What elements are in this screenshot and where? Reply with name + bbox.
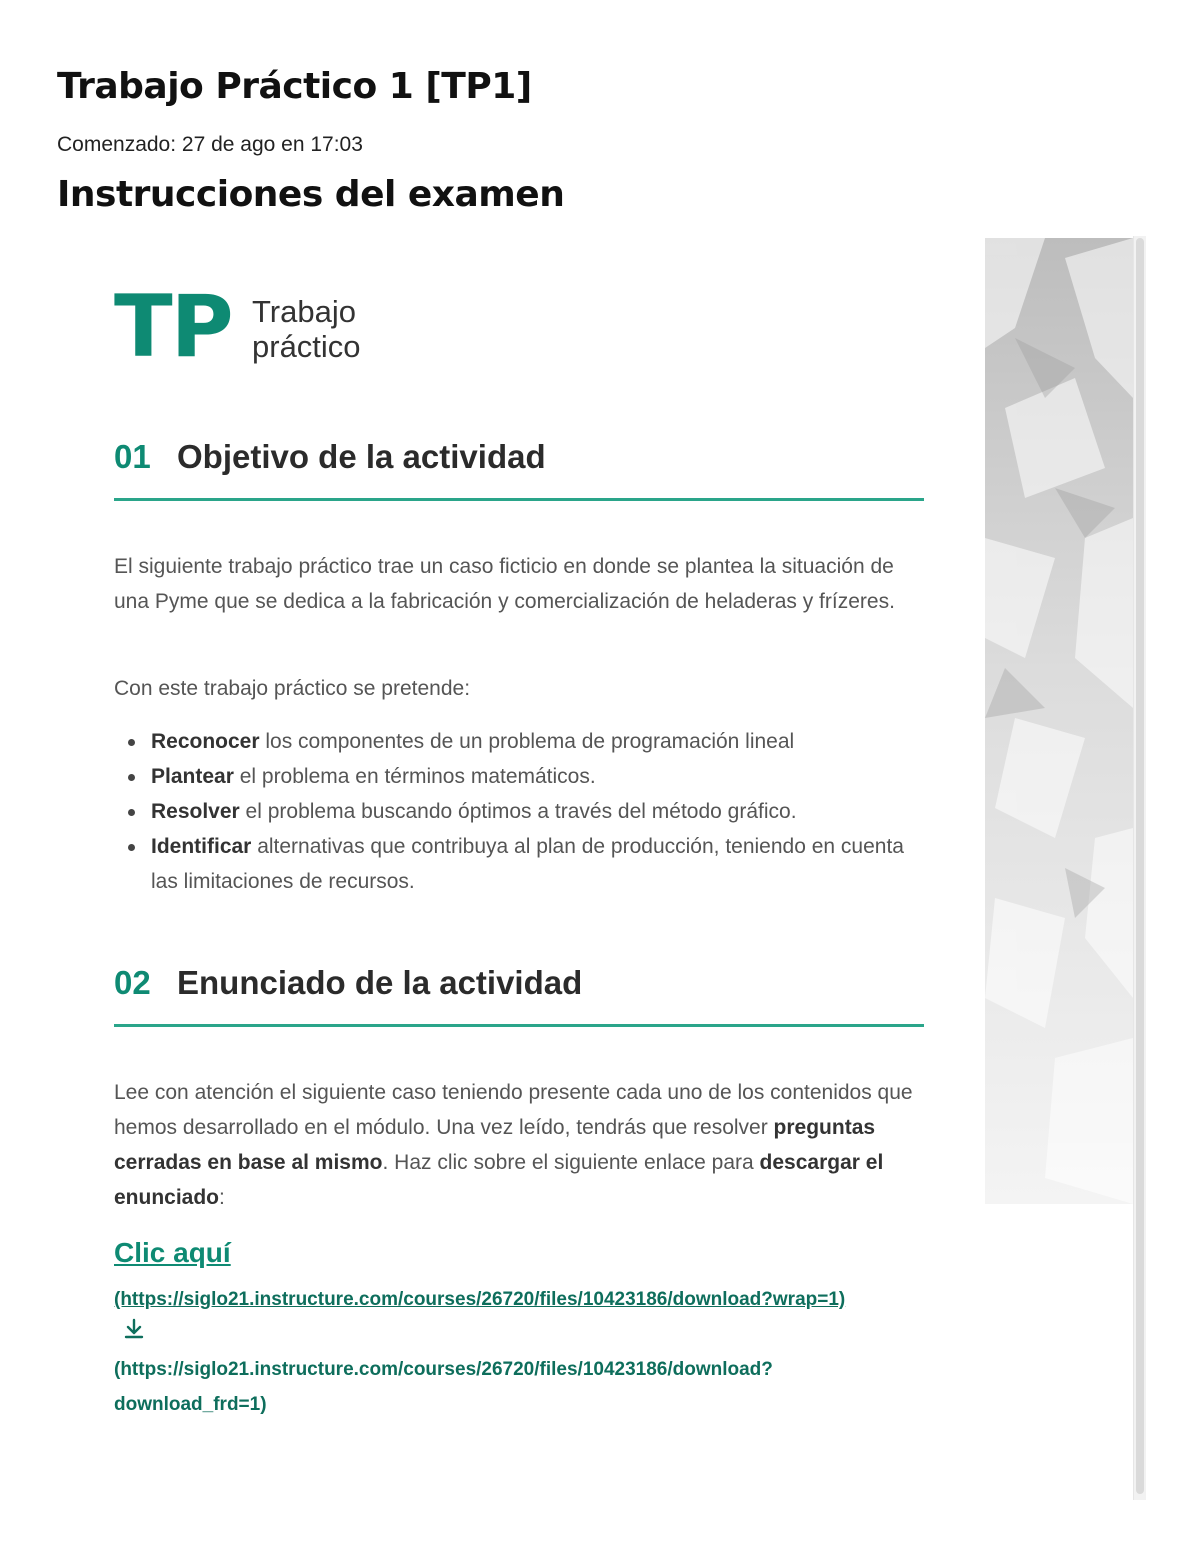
section-statement-header [114,964,924,1027]
list-item: Identificar alternativas que contribuya al plan de producción, teniendo en cuenta las limitaciones de recursos. [114,829,924,899]
download-icon[interactable] [122,1317,146,1353]
list-item: Reconocer los componentes de un problema de programación lineal [114,724,924,759]
section-title: Objetivo de la actividad [177,438,546,475]
tp-logo-line1: Trabajo [252,294,356,329]
list-item: Plantear el problema en términos matemáticos. [114,759,924,794]
scrollbar-thumb[interactable] [1136,238,1144,1494]
section-number: 02 [114,964,151,1001]
list-item: Resolver el problema buscando óptimos a través del método gráfico. [114,794,924,829]
download-url-text[interactable]: (https://siglo21.instructure.com/courses/26720/files/10423186/download?wrap=1) [114,1289,846,1310]
started-timestamp: Comenzado: 27 de ago en 17:03 [57,133,363,156]
decorative-side-image [985,238,1133,1204]
download-frd-link[interactable]: (https://siglo21.instructure.com/courses/26720/files/10423186/download?download_frd=1) [114,1359,773,1415]
section-objective-header [114,438,924,501]
instructions-title: Instrucciones del examen [57,174,565,215]
tp-logo-mark: TP [114,277,232,377]
tp-logo-text [252,294,361,364]
objective-paragraph: El siguiente trabajo práctico trae un caso ficticio en donde se plantea la situación de una Pyme que se dedica a la fabricación y comercialización de heladeras y frízeres. [114,555,895,613]
scrollbar[interactable] [1133,236,1146,1500]
page-title: Trabajo Práctico 1 [TP1] [57,66,532,107]
objective-intro: Con este trabajo práctico se pretende: [114,677,471,700]
section-title: Enunciado de la actividad [177,964,583,1001]
clic-aqui-link[interactable]: Clic aquí [114,1237,231,1268]
download-link-wrap[interactable] [114,1282,874,1353]
section-number: 01 [114,438,151,475]
objectives-list [114,724,924,899]
tp-logo-line2: práctico [252,329,361,364]
statement-paragraph: Lee con atención el siguiente caso teniendo presente cada uno de los contenidos que hemos desarrollado en el módulo. Una vez leído, tendrás que resolver preguntas cerradas en base al mismo. Haz clic sobre el siguiente enlace para descargar el enunciado: [114,1081,913,1209]
